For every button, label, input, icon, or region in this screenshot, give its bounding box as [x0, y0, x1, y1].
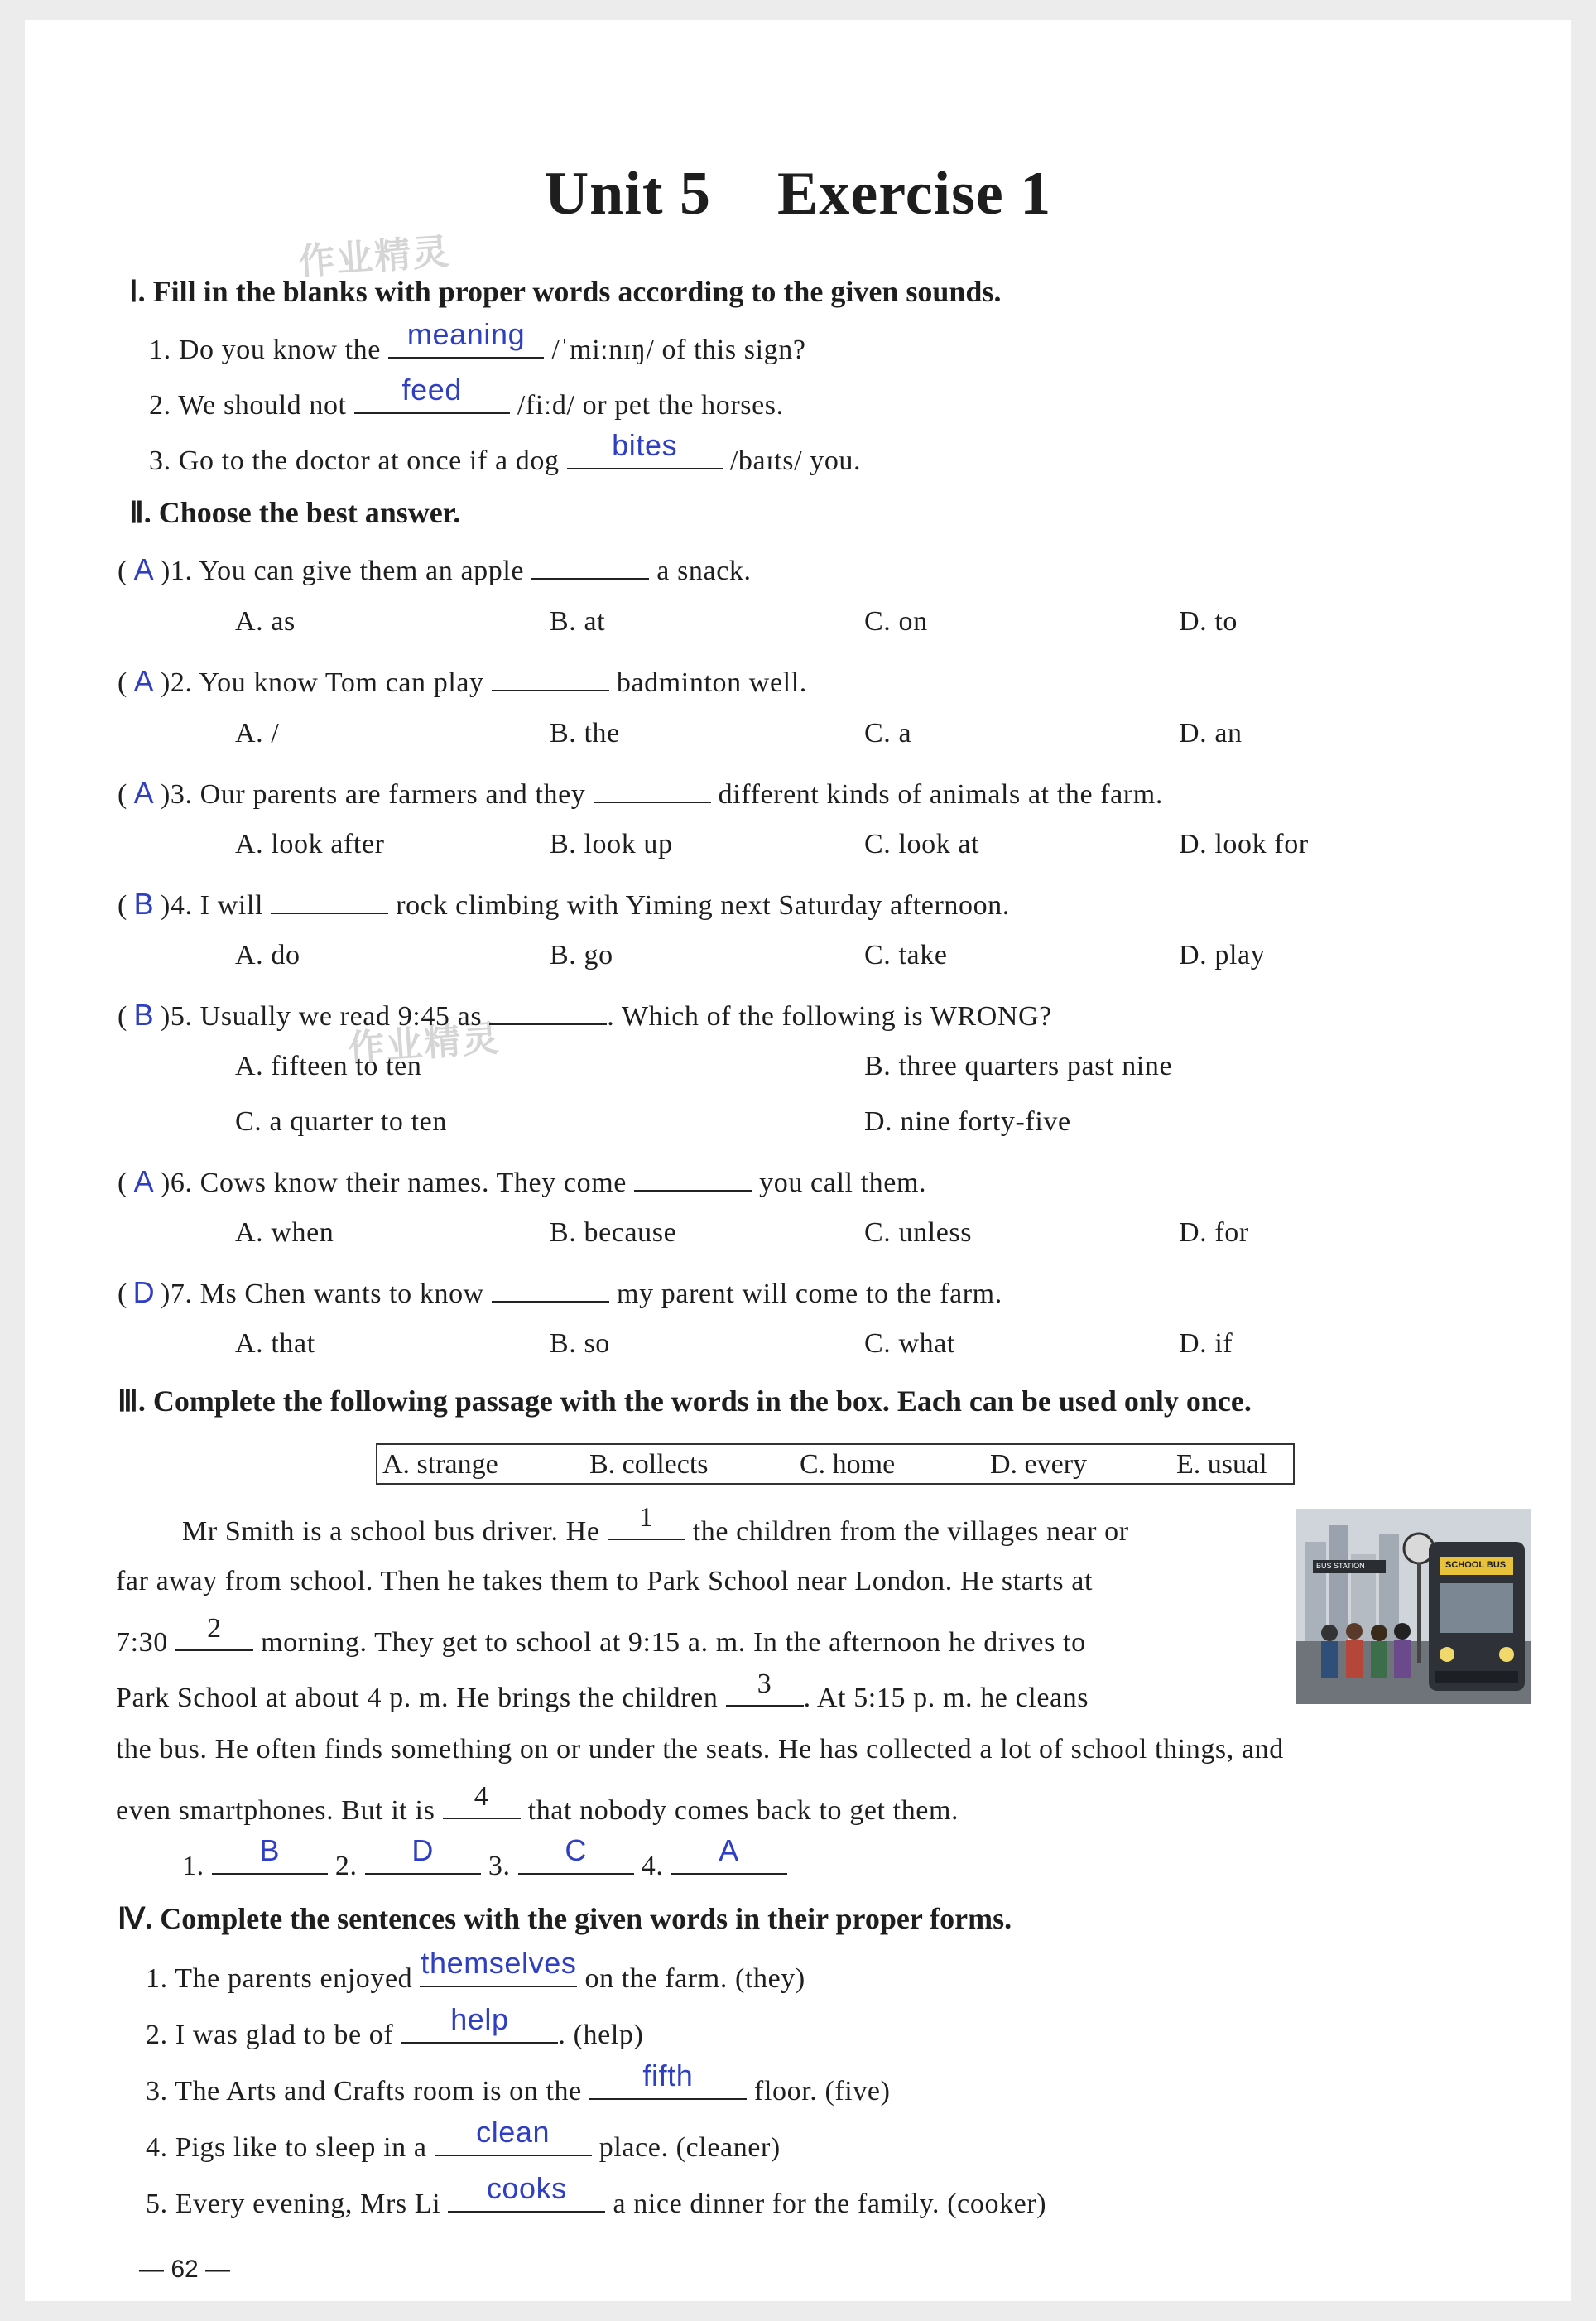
s2-question-3: ( A )3. Our parents are farmers and they different kinds of animals at the farm.: [118, 773, 1163, 811]
s2-q3-option-c[interactable]: C. look at: [864, 829, 980, 860]
s4-item-5: 5. Every evening, Mrs Li cooks a nice dinner for the family. (cooker): [146, 2171, 1047, 2219]
s4-blank-2[interactable]: help: [401, 2014, 558, 2044]
section2-heading: Ⅱ. Choose the best answer.: [129, 496, 461, 529]
s2-q2-option-c[interactable]: C. a: [864, 718, 912, 749]
worksheet-page: [25, 20, 1571, 2301]
s2-q5-option-a[interactable]: A. fifteen to ten: [235, 1051, 422, 1081]
word-box-a: A. strange: [382, 1449, 498, 1480]
s2-q6-option-d[interactable]: D. for: [1179, 1217, 1249, 1248]
s2-answer-6[interactable]: A: [133, 1164, 155, 1198]
s2-q4-option-c[interactable]: C. take: [864, 940, 948, 970]
s2-q6-option-c[interactable]: C. unless: [864, 1217, 973, 1248]
s2-question-1: ( A )1. You can give them an apple a snack.: [118, 550, 752, 587]
s2-q7-option-b[interactable]: B. so: [550, 1328, 610, 1359]
s2-q5-option-d[interactable]: D. nine forty-five: [864, 1106, 1071, 1137]
s2-answer-1[interactable]: A: [133, 552, 155, 586]
s4-item-3: 3. The Arts and Crafts room is on the fifth floor. (five): [146, 2059, 891, 2107]
s2-q1-option-b[interactable]: B. at: [550, 606, 606, 637]
section1-heading: Ⅰ. Fill in the blanks with proper words according to the given sounds.: [129, 275, 1002, 308]
word-box-c: C. home: [800, 1449, 896, 1480]
s2-question-7: ( D )7. Ms Chen wants to know my parent will come to the farm.: [118, 1273, 1002, 1310]
s2-q5-option-c[interactable]: C. a quarter to ten: [235, 1106, 447, 1137]
word-box-e: E. usual: [1176, 1449, 1267, 1480]
bus-station-sign: BUS STATION: [1316, 1562, 1365, 1570]
school-bus-illustration: [1296, 1509, 1531, 1704]
s2-answer-7[interactable]: D: [132, 1275, 156, 1309]
school-bus-icon: [1296, 1509, 1531, 1704]
s3-answer-3[interactable]: C: [518, 1845, 634, 1875]
s1-blank-3[interactable]: bites: [567, 440, 723, 469]
word-box: [376, 1443, 1295, 1485]
section3-heading: Ⅲ. Complete the following passage with the words in the box. Each can be used only once.: [118, 1384, 1252, 1418]
s2-question-2: ( A )2. You know Tom can play badminton well.: [118, 662, 807, 699]
title-unit: Unit 5: [544, 160, 712, 228]
s1-item-2: 2. We should not feed /fiːd/ or pet the horses.: [149, 373, 784, 421]
s2-q3-option-b[interactable]: B. look up: [550, 829, 673, 860]
s2-q1-option-c[interactable]: C. on: [864, 606, 928, 637]
s2-q5-option-b[interactable]: B. three quarters past nine: [864, 1051, 1173, 1081]
s2-q3-option-a[interactable]: A. look after: [235, 829, 385, 860]
s4-item-1: 1. The parents enjoyed themselves on the farm. (they): [146, 1946, 805, 1994]
s2-answer-2[interactable]: A: [133, 664, 155, 698]
s2-q7-option-c[interactable]: C. what: [864, 1328, 955, 1359]
title-exercise: Exercise 1: [777, 160, 1052, 228]
s2-answer-4[interactable]: B: [133, 887, 155, 921]
passage-line-5: the bus. He often finds something on or under the seats. He has collected a lot of school things, and: [116, 1734, 1284, 1765]
s4-blank-4[interactable]: clean: [435, 2126, 592, 2156]
passage-line-4: Park School at about 4 p. m. He brings the children 3 . At 5:15 p. m. he cleans: [116, 1669, 1089, 1713]
s2-q3-option-d[interactable]: D. look for: [1179, 829, 1309, 860]
s2-q6-option-b[interactable]: B. because: [550, 1217, 677, 1248]
s2-q2-option-d[interactable]: D. an: [1179, 718, 1243, 749]
school-bus-sign: SCHOOL BUS: [1445, 1560, 1507, 1570]
s3-answer-1[interactable]: B: [212, 1845, 328, 1875]
section4-heading: Ⅳ. Complete the sentences with the given words in their proper forms.: [118, 1902, 1012, 1935]
s4-blank-1[interactable]: themselves: [420, 1957, 577, 1987]
s2-q1-option-d[interactable]: D. to: [1179, 606, 1238, 637]
s2-q7-option-a[interactable]: A. that: [235, 1328, 315, 1359]
word-box-b: B. collects: [589, 1449, 709, 1480]
s2-question-4: ( B )4. I will rock climbing with Yiming next Saturday afternoon.: [118, 884, 1010, 922]
s3-answer-4[interactable]: A: [671, 1845, 787, 1875]
s2-q4-option-a[interactable]: A. do: [235, 940, 300, 970]
s2-q4-option-b[interactable]: B. go: [550, 940, 613, 970]
watermark-mid: 作业精灵: [346, 1017, 502, 1071]
passage-line-2: far away from school. Then he takes them to Park School near London. He starts at: [116, 1566, 1094, 1596]
s2-answer-3[interactable]: A: [133, 776, 155, 810]
passage-line-1: Mr Smith is a school bus driver. He 1 the children from the villages near or: [182, 1502, 1129, 1547]
s4-blank-5[interactable]: cooks: [448, 2183, 605, 2213]
s4-blank-3[interactable]: fifth: [589, 2070, 747, 2100]
page-number: — 62 —: [139, 2256, 231, 2283]
s1-item-3: 3. Go to the doctor at once if a dog bites /baɪts/ you.: [149, 428, 862, 476]
s3-answers-row: 1. B 2. D 3. C 4. A: [182, 1845, 787, 1882]
s2-q1-option-a[interactable]: A. as: [235, 606, 296, 637]
s1-blank-1[interactable]: meaning: [388, 329, 544, 359]
s2-q4-option-d[interactable]: D. play: [1179, 940, 1266, 970]
s3-answer-2[interactable]: D: [365, 1845, 481, 1875]
s2-answer-5[interactable]: B: [133, 998, 155, 1032]
s1-blank-2[interactable]: feed: [354, 384, 510, 414]
passage-line-3: 7:30 2 morning. They get to school at 9:15 a. m. In the afternoon he drives to: [116, 1613, 1086, 1658]
s2-q6-option-a[interactable]: A. when: [235, 1217, 334, 1248]
s4-item-2: 2. I was glad to be of help . (help): [146, 2002, 644, 2050]
s2-question-5: ( B )5. Usually we read 9:45 as . Which of the following is WRONG?: [118, 995, 1052, 1033]
s1-item-1: 1. Do you know the meaning /ˈmiːnɪŋ/ of this sign?: [149, 317, 806, 365]
s2-q7-option-d[interactable]: D. if: [1179, 1328, 1233, 1359]
page-title: [25, 159, 1571, 229]
passage-line-6: even smartphones. But it is 4 that nobody comes back to get them.: [116, 1781, 959, 1826]
s2-q2-option-b[interactable]: B. the: [550, 718, 620, 749]
watermark-top: 作业精灵: [296, 230, 452, 284]
word-box-d: D. every: [990, 1449, 1088, 1480]
s2-question-6: ( A )6. Cows know their names. They come you call them.: [118, 1162, 926, 1199]
s4-item-4: 4. Pigs like to sleep in a clean place. (cleaner): [146, 2115, 781, 2163]
s2-q2-option-a[interactable]: A. /: [235, 718, 280, 749]
